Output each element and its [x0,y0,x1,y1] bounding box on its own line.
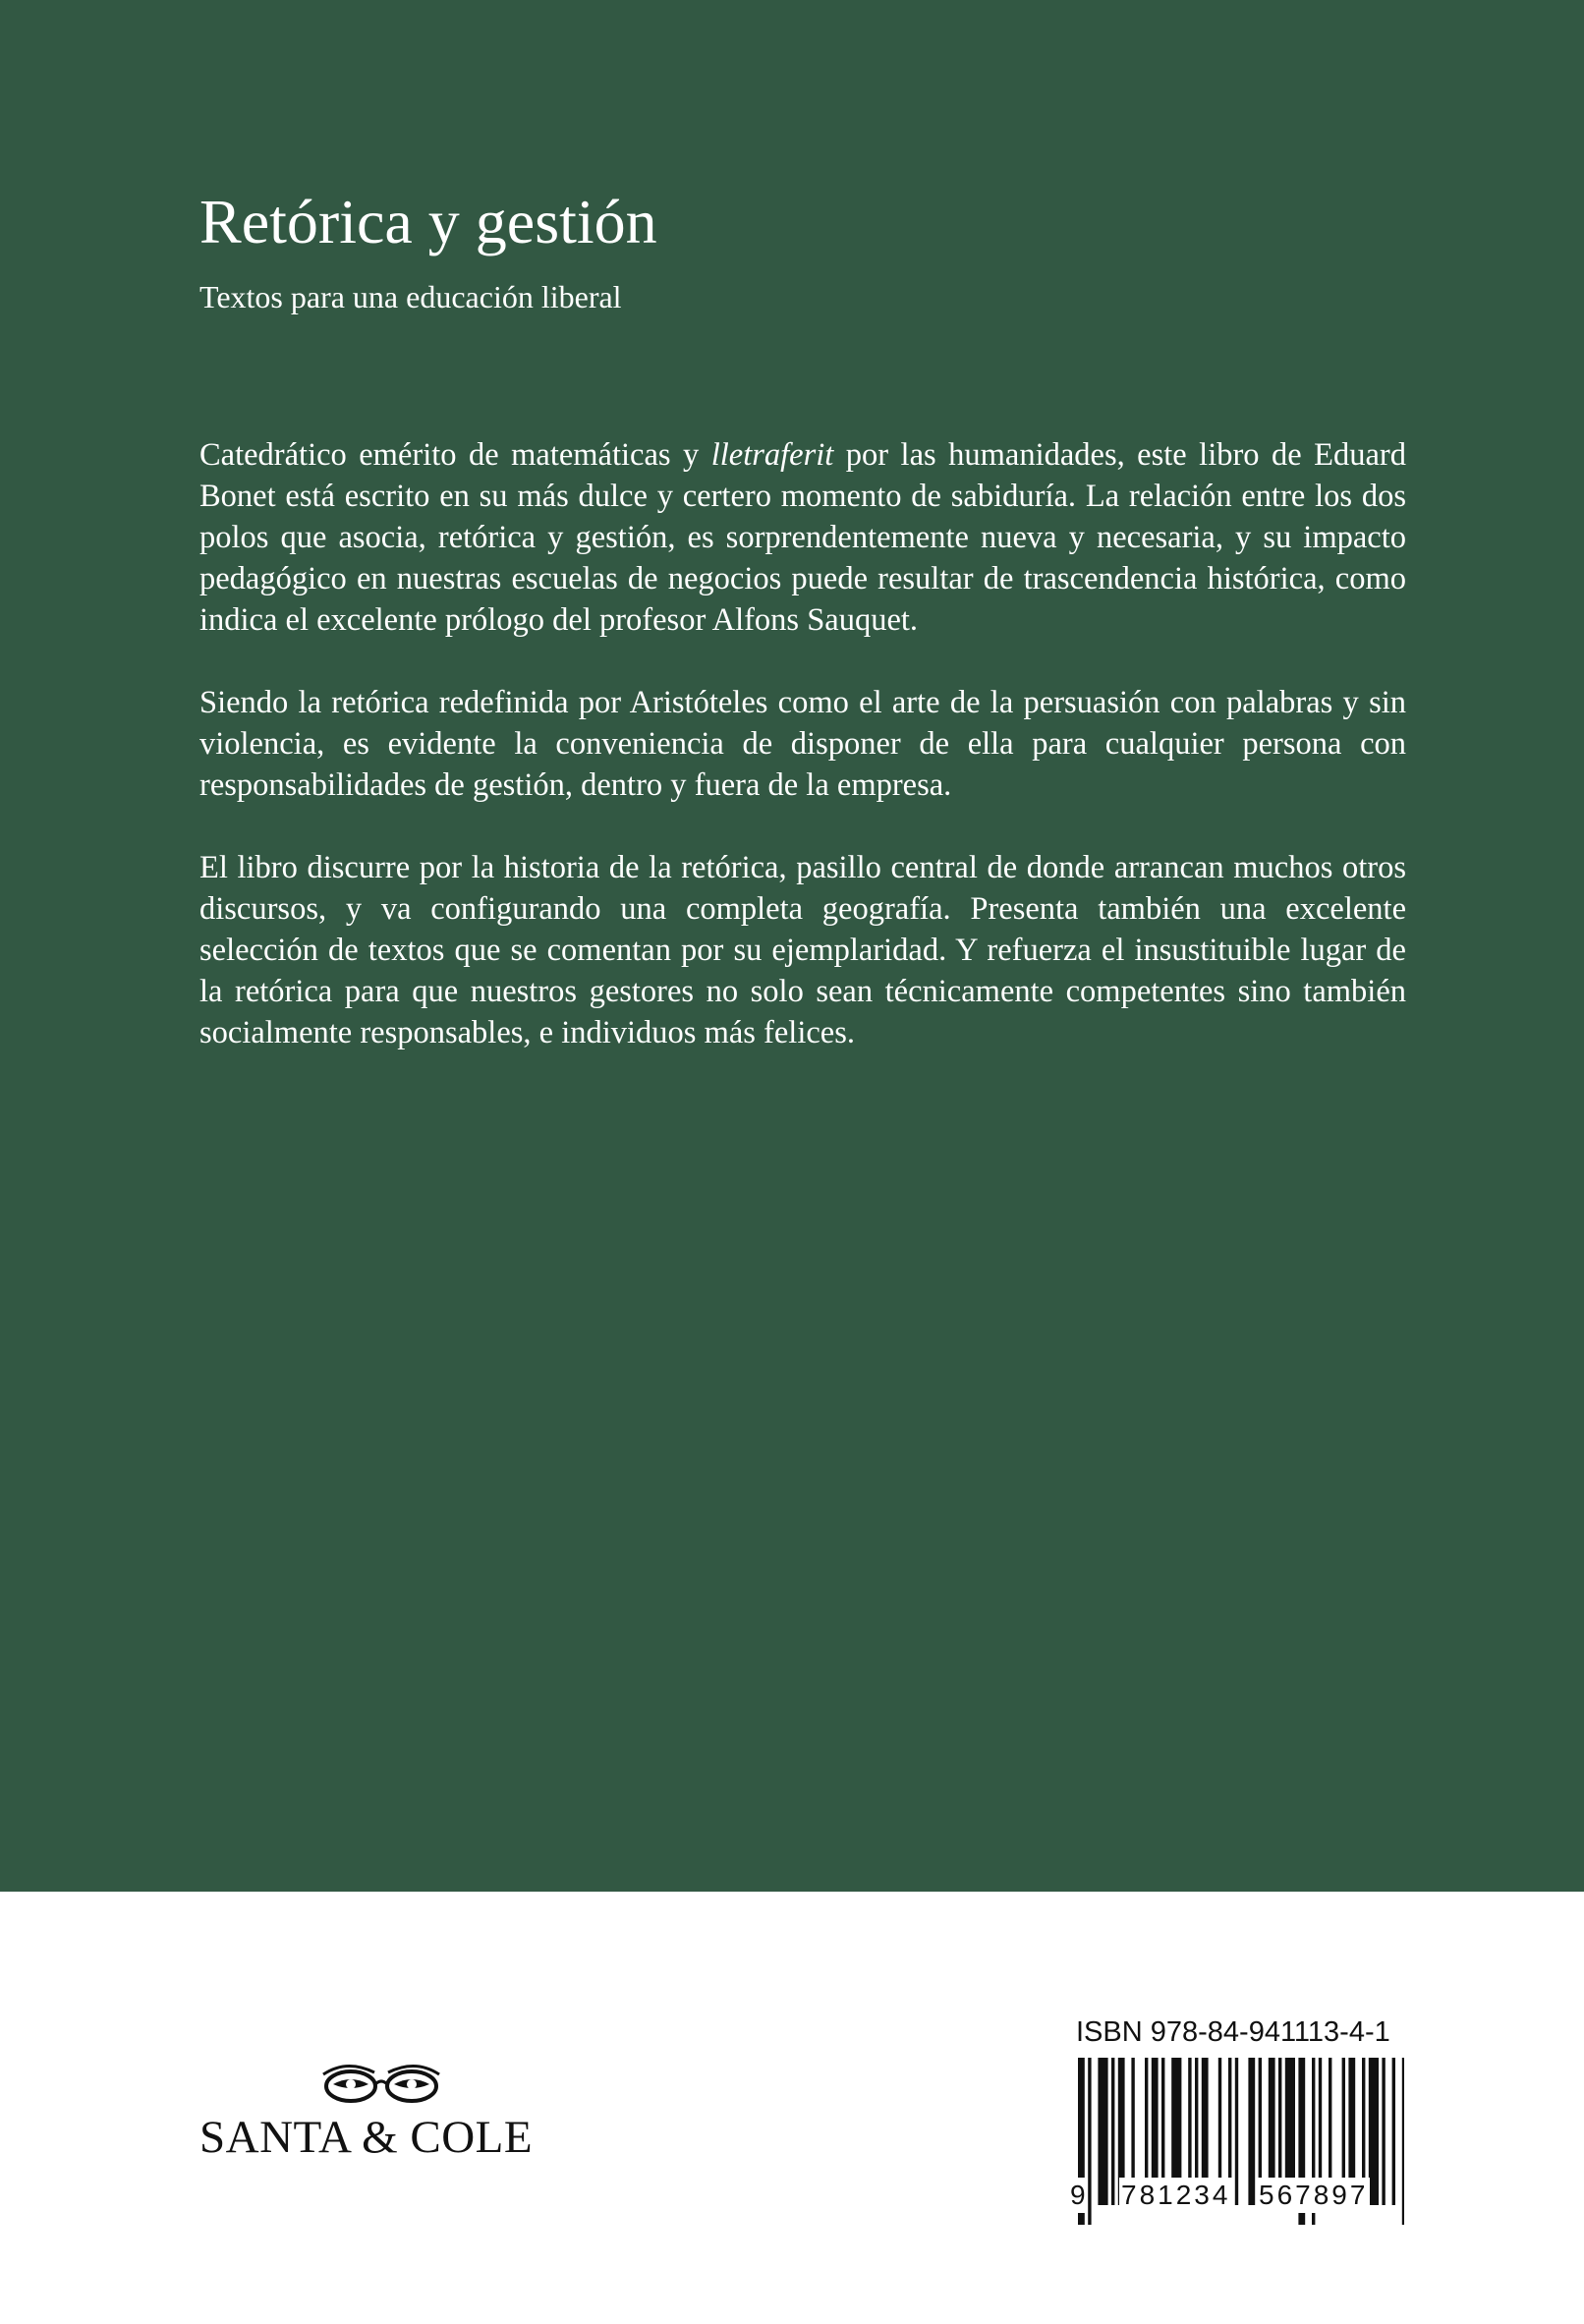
blurb-p1-italic: lletraferit [710,437,834,473]
blurb-paragraph-1 [199,434,1406,641]
publisher-name: SANTA & COLE [199,2112,534,2163]
isbn-barcode-block [1070,2014,1408,2260]
isbn-label: ISBN 978-84-941113-4-1 [1076,2016,1390,2048]
blurb-p1-start: Catedrático emérito de matemáticas y [199,437,711,473]
blurb-paragraph-2: Siendo la retórica redefinida por Aristóteles como el arte de la persuasión con palabras y sin violencia, es evidente la conveniencia de disponer de ella para cualquier persona con responsabilidades de gestión, dentro y fuera de la empresa. [199,685,1406,803]
barcode-digits-right: 567897 [1257,2178,1370,2213]
blurb-p1-end: por las humanidades, este libro de Eduard Bonet está escrito en su más dulce y certero momento de sabiduría. La relación entre los dos polos que asocia, retórica y gestión, es sorprendentemente nueva y necesaria, y su impacto pedagógico en nuestras escuelas de negocios puede resultar de trascendencia histórica, como indica el excelente prólogo del profesor Alfons Sauquet. [199,437,1406,638]
barcode-digits [1070,2178,1408,2217]
publisher-logo [199,2049,563,2177]
book-title: Retórica y gestión [199,187,657,256]
back-cover-blurb [199,434,1406,1095]
eyeglasses-icon [317,2049,445,2104]
barcode-digit-first: 9 [1068,2178,1088,2213]
book-subtitle: Textos para una educación liberal [199,279,622,314]
blurb-paragraph-3: El libro discurre por la historia de la retórica, pasillo central de donde arrancan muchos otros discursos, y va configurando una completa geografía. Presenta también una excelente selección de textos que se comentan por su ejemplaridad. Y refuerza el insustituible lugar de la retórica para que nuestros gestores no solo sean técnicamente competentes sino también socialmente responsables, e individuos más felices. [199,850,1406,1050]
barcode-digits-left: 781234 [1119,2178,1232,2213]
